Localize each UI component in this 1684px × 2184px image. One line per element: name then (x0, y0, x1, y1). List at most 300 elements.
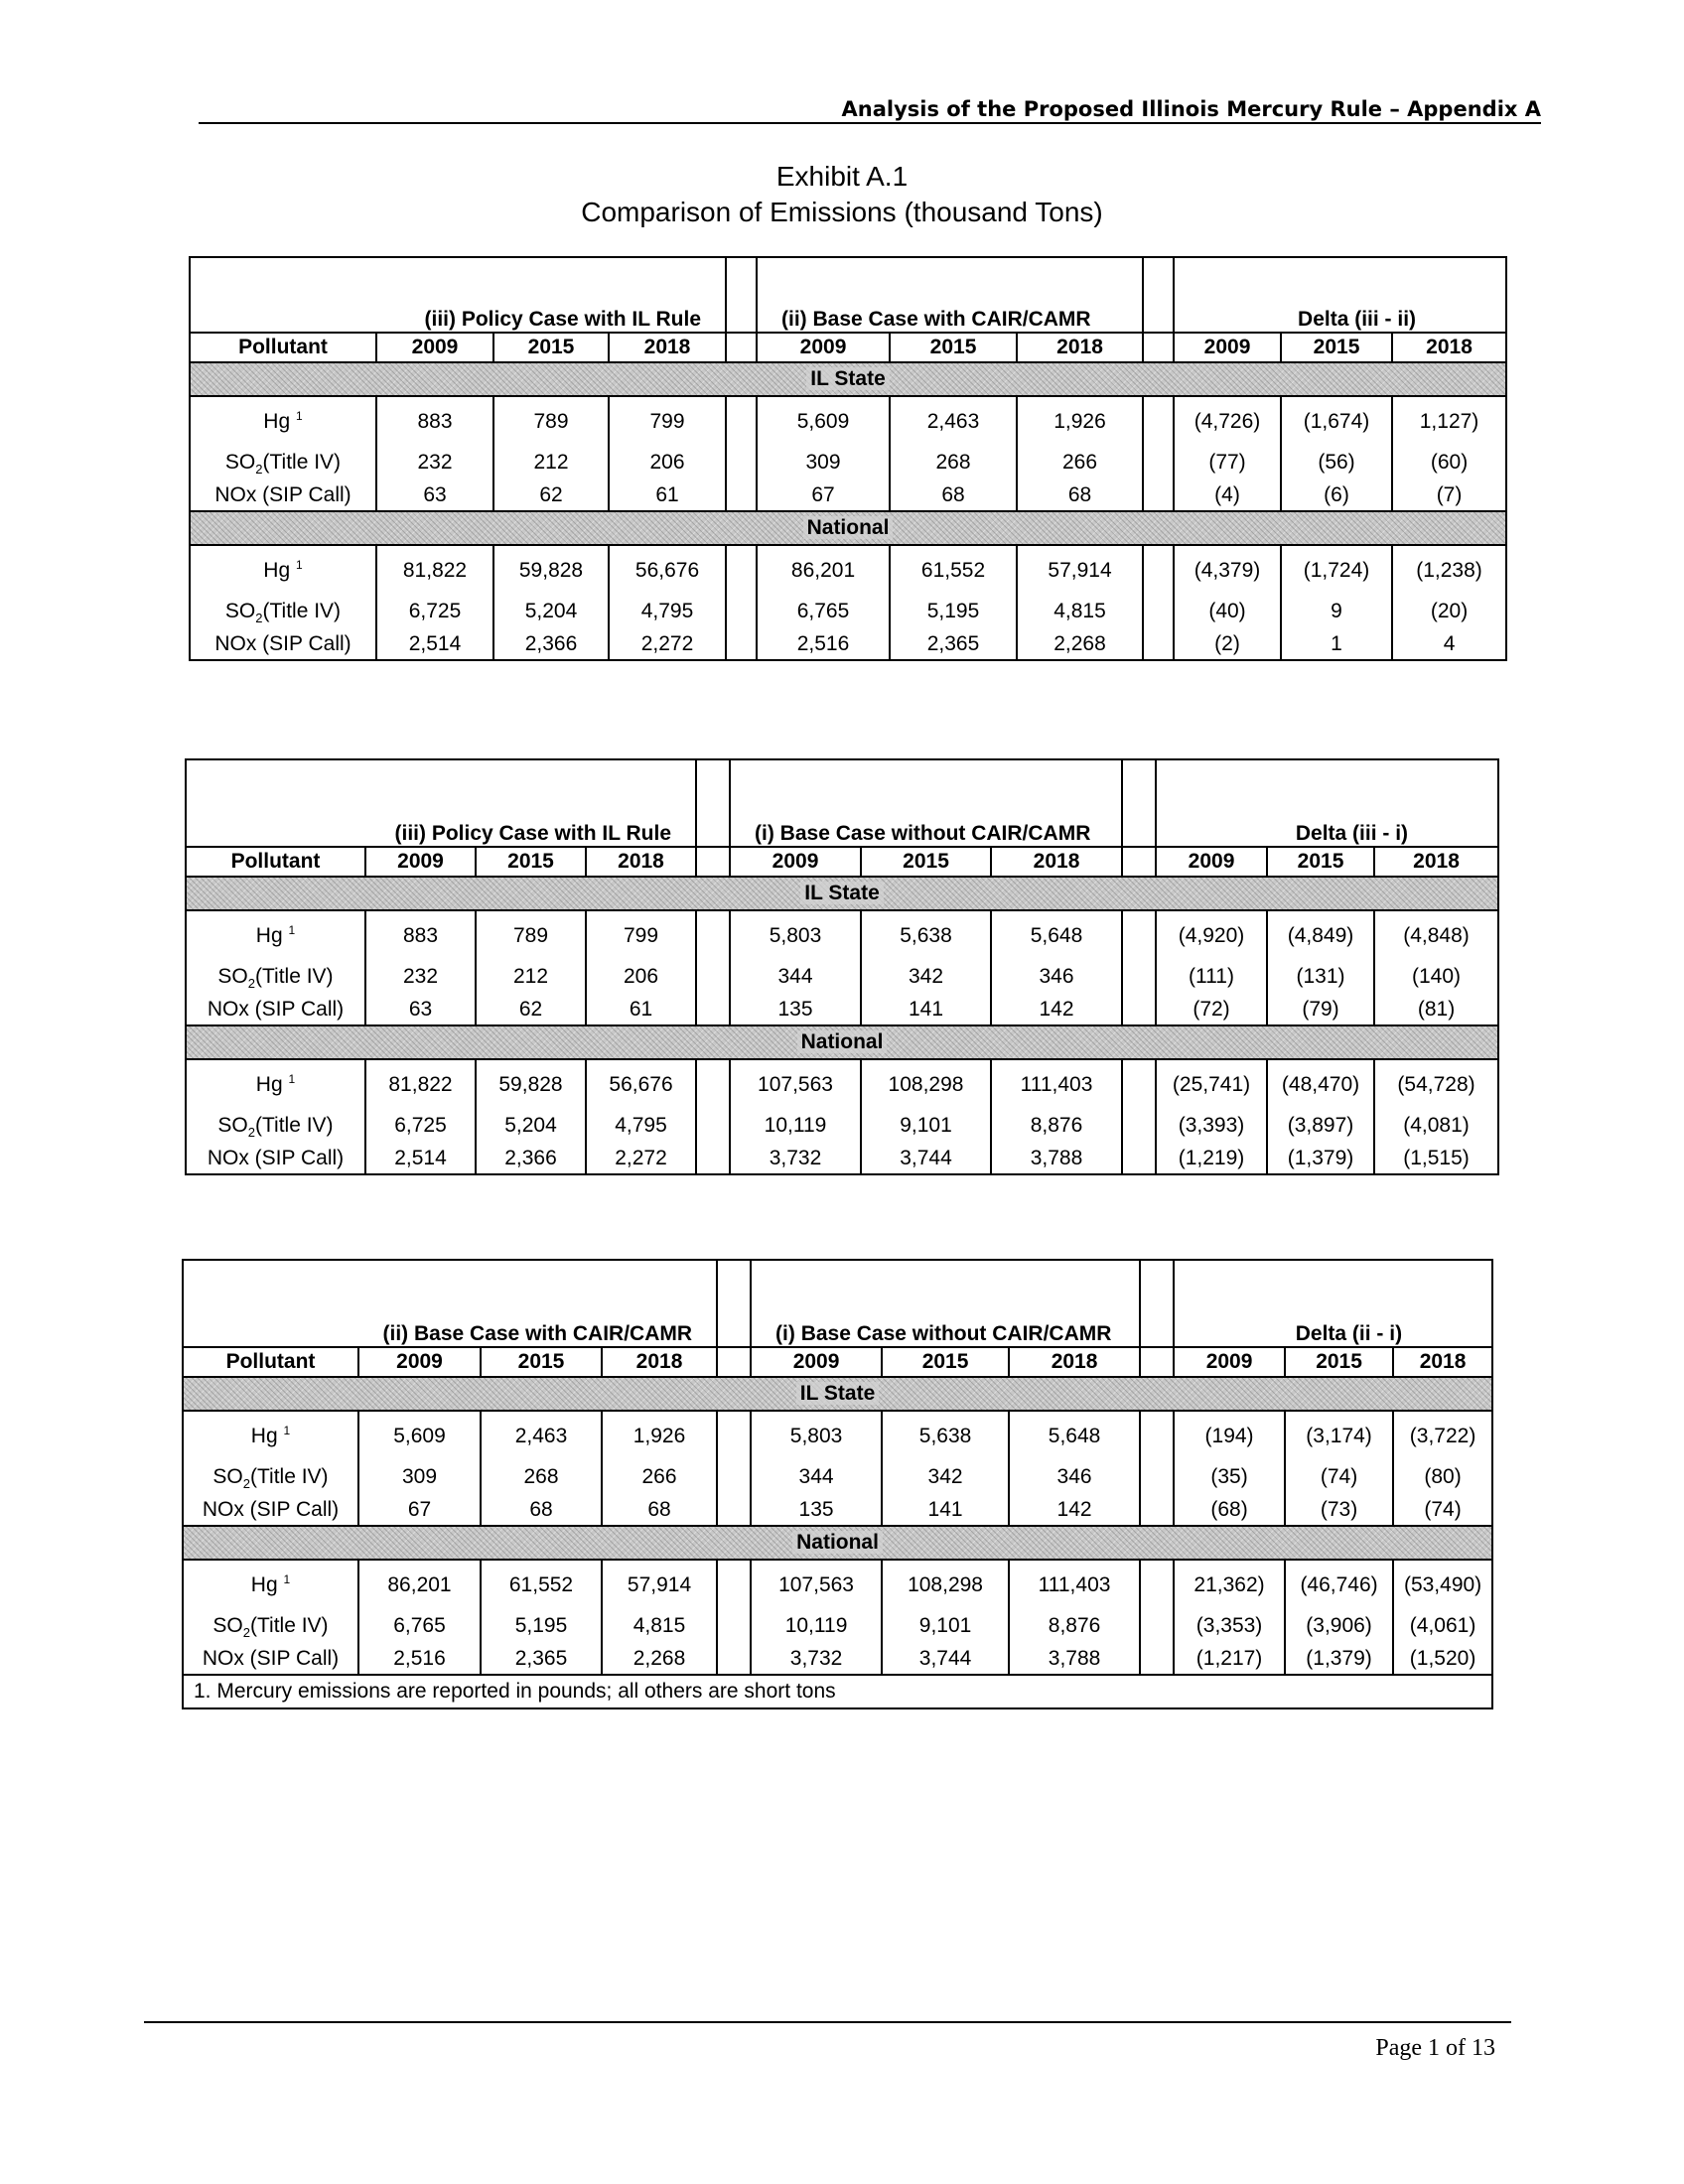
column-gap (696, 994, 730, 1025)
value-cell: (7) (1392, 479, 1506, 511)
value-cell: 57,914 (602, 1560, 717, 1609)
value-cell: (4,848) (1374, 910, 1498, 960)
group-header-left (186, 759, 696, 847)
value-cell: 5,803 (751, 1411, 882, 1460)
pollutant-name: Hg (250, 1424, 278, 1447)
group-header-row (183, 1260, 1492, 1347)
section-label: IL State (806, 367, 889, 390)
pollutant-name: Hg (255, 1072, 283, 1096)
value-cell: 2,365 (890, 628, 1017, 660)
pollutant-suffix: (Title IV) (250, 1465, 329, 1488)
year-header: 2009 (751, 1347, 882, 1377)
exhibit-title: Comparison of Emissions (thousand Tons) (581, 197, 1103, 227)
value-cell: (40) (1174, 595, 1281, 628)
value-cell: 142 (1009, 1494, 1140, 1526)
column-gap (717, 1411, 751, 1460)
column-gap (1122, 847, 1156, 877)
value-cell: 6,765 (358, 1609, 481, 1643)
pollutant-cell (190, 479, 376, 511)
value-cell: 799 (609, 396, 726, 446)
group-header-row (186, 759, 1498, 847)
value-cell: 3,732 (751, 1643, 882, 1675)
pollutant-name: SO (212, 1465, 243, 1488)
exhibit-title-block (0, 159, 1684, 230)
column-gap (1140, 1347, 1174, 1377)
table-row (186, 1143, 1498, 1174)
pollutant-cell (186, 994, 365, 1025)
value-cell: 5,648 (991, 910, 1122, 960)
footnote-marker: 1 (296, 557, 303, 572)
pollutant-cell (183, 1411, 358, 1460)
column-gap (1140, 1609, 1174, 1643)
group-header-mid (751, 1260, 1140, 1347)
value-cell: 6,725 (376, 595, 493, 628)
value-cell: 2,463 (890, 396, 1017, 446)
value-cell: 206 (609, 446, 726, 479)
pollutant-name: SO (217, 1114, 248, 1137)
group-header-left (190, 257, 726, 333)
value-cell: 5,803 (730, 910, 861, 960)
value-cell: 268 (481, 1460, 602, 1494)
footer-rule (144, 2021, 1511, 2023)
group-header-right (1174, 257, 1506, 333)
value-cell: 3,732 (730, 1143, 861, 1174)
pollutant-name: NOx (SIP Call) (214, 631, 351, 655)
table-row (190, 595, 1506, 628)
footnote: 1. Mercury emissions are reported in pounds; all others are short tons (183, 1675, 1492, 1708)
value-cell: 141 (861, 994, 991, 1025)
table-row (186, 960, 1498, 994)
section-band (183, 1526, 1492, 1560)
pollutant-cell (190, 628, 376, 660)
value-cell: (74) (1285, 1460, 1393, 1494)
column-gap (1143, 446, 1174, 479)
value-cell: (6) (1281, 479, 1392, 511)
subscript: 2 (255, 462, 263, 478)
value-cell: (1,515) (1374, 1143, 1498, 1174)
pollutant-name: SO (224, 451, 256, 474)
year-header: 2018 (991, 847, 1122, 877)
value-cell: (4,379) (1174, 545, 1281, 595)
value-cell: (1,520) (1393, 1643, 1492, 1675)
value-cell: 4,795 (609, 595, 726, 628)
header-rule (199, 122, 1541, 124)
value-cell: 3,788 (1009, 1643, 1140, 1675)
value-cell: 6,725 (365, 1109, 476, 1143)
year-header: 2018 (586, 847, 696, 877)
column-gap (1140, 1411, 1174, 1460)
value-cell: 2,366 (493, 628, 609, 660)
pollutant-name: SO (212, 1614, 243, 1637)
group-header-mid (730, 759, 1122, 847)
value-cell: 5,204 (493, 595, 609, 628)
value-cell: (3,897) (1267, 1109, 1374, 1143)
value-cell: 135 (730, 994, 861, 1025)
column-gap (1143, 257, 1174, 333)
value-cell: 232 (376, 446, 493, 479)
value-cell: 346 (1009, 1460, 1140, 1494)
table-row (183, 1643, 1492, 1675)
column-gap (1140, 1494, 1174, 1526)
pollutant-cell (183, 1643, 358, 1675)
value-cell: 62 (476, 994, 586, 1025)
value-cell: 63 (365, 994, 476, 1025)
pollutant-cell (186, 960, 365, 994)
value-cell: 3,744 (882, 1643, 1009, 1675)
footnote-marker: 1 (288, 922, 296, 937)
value-cell: 9 (1281, 595, 1392, 628)
value-cell: (4) (1174, 479, 1281, 511)
group-label: Delta (iii - ii) (1298, 308, 1417, 331)
section-band (186, 877, 1498, 910)
value-cell: (2) (1174, 628, 1281, 660)
pollutant-suffix: (Title IV) (250, 1614, 329, 1637)
column-gap (1122, 1143, 1156, 1174)
footnote-marker: 1 (283, 1571, 291, 1586)
section-label: IL State (796, 1382, 879, 1405)
value-cell: (79) (1267, 994, 1374, 1025)
year-header: 2009 (1174, 1347, 1285, 1377)
footnote-marker: 1 (283, 1423, 291, 1437)
pollutant-cell (190, 396, 376, 446)
section-band-cell (183, 1377, 1492, 1411)
pollutant-header: Pollutant (183, 1347, 358, 1377)
column-gap (717, 1347, 751, 1377)
year-header: 2018 (1374, 847, 1498, 877)
value-cell: (1,724) (1281, 545, 1392, 595)
group-label: (i) Base Case without CAIR/CAMR (755, 822, 1091, 845)
group-label: (iii) Policy Case with IL Rule (394, 822, 672, 845)
value-cell: 212 (493, 446, 609, 479)
pollutant-cell (190, 446, 376, 479)
value-cell: 4,795 (586, 1109, 696, 1143)
table-row (190, 545, 1506, 595)
emissions-table-3 (182, 1259, 1493, 1709)
column-gap (696, 960, 730, 994)
value-cell: (4,920) (1156, 910, 1267, 960)
value-cell: 107,563 (751, 1560, 882, 1609)
year-header: 2015 (1285, 1347, 1393, 1377)
pollutant-name: SO (217, 965, 248, 988)
column-gap (696, 1143, 730, 1174)
pollutant-name: Hg (255, 923, 283, 947)
year-header: 2009 (1156, 847, 1267, 877)
pollutant-name: NOx (SIP Call) (202, 1497, 340, 1521)
column-gap (726, 257, 757, 333)
value-cell: 2,516 (757, 628, 890, 660)
column-gap (726, 479, 757, 511)
value-cell: 142 (991, 994, 1122, 1025)
section-band (190, 511, 1506, 545)
value-cell: 1,926 (602, 1411, 717, 1460)
emissions-table-1 (189, 256, 1507, 661)
value-cell: (1,238) (1392, 545, 1506, 595)
value-cell: 309 (358, 1460, 481, 1494)
value-cell: 206 (586, 960, 696, 994)
subscript: 2 (255, 611, 263, 626)
pollutant-cell (190, 595, 376, 628)
value-cell: 1,926 (1017, 396, 1143, 446)
column-gap (1140, 1460, 1174, 1494)
value-cell: 212 (476, 960, 586, 994)
value-cell: (25,741) (1156, 1059, 1267, 1109)
year-header-row (190, 333, 1506, 362)
value-cell: (73) (1285, 1494, 1393, 1526)
value-cell: 68 (602, 1494, 717, 1526)
pollutant-name: SO (224, 600, 256, 622)
exhibit-label: Exhibit A.1 (775, 161, 909, 192)
value-cell: 266 (602, 1460, 717, 1494)
group-label: (ii) Base Case with CAIR/CAMR (382, 1322, 693, 1345)
column-gap (726, 595, 757, 628)
value-cell: 4 (1392, 628, 1506, 660)
column-gap (1122, 1109, 1156, 1143)
subscript: 2 (247, 976, 255, 992)
value-cell: (74) (1393, 1494, 1492, 1526)
year-header: 2018 (1009, 1347, 1140, 1377)
group-label: (iii) Policy Case with IL Rule (424, 308, 702, 331)
group-header-left (183, 1260, 717, 1347)
section-band-cell (190, 511, 1506, 545)
value-cell: (53,490) (1393, 1560, 1492, 1609)
table-row (190, 446, 1506, 479)
value-cell: 268 (890, 446, 1017, 479)
column-gap (1140, 1260, 1174, 1347)
pollutant-suffix: (Title IV) (255, 1114, 334, 1137)
value-cell: (194) (1174, 1411, 1285, 1460)
emissions-table-2 (185, 758, 1499, 1175)
value-cell: (3,722) (1393, 1411, 1492, 1460)
value-cell: 68 (890, 479, 1017, 511)
group-label: (i) Base Case without CAIR/CAMR (775, 1322, 1112, 1345)
value-cell: (3,174) (1285, 1411, 1393, 1460)
value-cell: 21,362) (1174, 1560, 1285, 1609)
group-header-mid (757, 257, 1143, 333)
table-row (186, 994, 1498, 1025)
section-band (190, 362, 1506, 396)
value-cell: 2,268 (1017, 628, 1143, 660)
footnote-marker: 1 (296, 408, 303, 423)
value-cell: 2,365 (481, 1643, 602, 1675)
year-header: 2009 (730, 847, 861, 877)
value-cell: (46,746) (1285, 1560, 1393, 1609)
value-cell: 10,119 (730, 1109, 861, 1143)
value-cell: 2,463 (481, 1411, 602, 1460)
pollutant-suffix: (Title IV) (262, 451, 342, 474)
section-band-cell (183, 1526, 1492, 1560)
column-gap (696, 910, 730, 960)
value-cell: (4,061) (1393, 1609, 1492, 1643)
value-cell: 111,403 (1009, 1560, 1140, 1609)
value-cell: 883 (365, 910, 476, 960)
value-cell: 81,822 (376, 545, 493, 595)
year-header: 2015 (882, 1347, 1009, 1377)
subscript: 2 (242, 1625, 250, 1641)
table-row (183, 1560, 1492, 1609)
value-cell: 9,101 (882, 1609, 1009, 1643)
column-gap (696, 847, 730, 877)
value-cell: 2,272 (586, 1143, 696, 1174)
value-cell: 67 (757, 479, 890, 511)
table-row (190, 396, 1506, 446)
column-gap (1143, 396, 1174, 446)
value-cell: 5,648 (1009, 1411, 1140, 1460)
value-cell: 789 (476, 910, 586, 960)
pollutant-name: Hg (263, 558, 291, 582)
section-band (183, 1377, 1492, 1411)
value-cell: 5,638 (861, 910, 991, 960)
section-label: National (803, 516, 894, 539)
pollutant-name: Hg (250, 1572, 278, 1596)
column-gap (717, 1609, 751, 1643)
value-cell: 108,298 (861, 1059, 991, 1109)
year-header: 2018 (609, 333, 726, 362)
value-cell: 56,676 (609, 545, 726, 595)
value-cell: 59,828 (493, 545, 609, 595)
value-cell: 2,514 (376, 628, 493, 660)
value-cell: 86,201 (358, 1560, 481, 1609)
value-cell: 56,676 (586, 1059, 696, 1109)
column-gap (717, 1560, 751, 1609)
value-cell: 266 (1017, 446, 1143, 479)
value-cell: (3,393) (1156, 1109, 1267, 1143)
pollutant-cell (186, 1109, 365, 1143)
year-header: 2009 (757, 333, 890, 362)
value-cell: 10,119 (751, 1609, 882, 1643)
column-gap (1122, 994, 1156, 1025)
section-label: National (792, 1531, 883, 1554)
pollutant-suffix: (Title IV) (262, 600, 342, 622)
section-band-cell (186, 877, 1498, 910)
column-gap (1140, 1560, 1174, 1609)
page-number: Page 1 of 13 (1375, 2035, 1495, 2061)
column-gap (726, 446, 757, 479)
year-header: 2018 (1017, 333, 1143, 362)
column-gap (726, 396, 757, 446)
year-header-row (186, 847, 1498, 877)
value-cell: 9,101 (861, 1109, 991, 1143)
value-cell: 135 (751, 1494, 882, 1526)
pollutant-cell (183, 1609, 358, 1643)
value-cell: 4,815 (1017, 595, 1143, 628)
year-header: 2015 (861, 847, 991, 877)
value-cell: 232 (365, 960, 476, 994)
table-row (186, 1109, 1498, 1143)
year-header: 2009 (365, 847, 476, 877)
value-cell: 2,366 (476, 1143, 586, 1174)
value-cell: 63 (376, 479, 493, 511)
column-gap (1122, 1059, 1156, 1109)
year-header-row (183, 1347, 1492, 1377)
value-cell: 86,201 (757, 545, 890, 595)
value-cell: (4,726) (1174, 396, 1281, 446)
value-cell: (1,379) (1285, 1643, 1393, 1675)
value-cell: 1,127) (1392, 396, 1506, 446)
table-row (183, 1411, 1492, 1460)
value-cell: (4,849) (1267, 910, 1374, 960)
pollutant-name: Hg (263, 409, 291, 433)
section-band-cell (190, 362, 1506, 396)
value-cell: 5,609 (358, 1411, 481, 1460)
group-label: Delta (ii - i) (1295, 1322, 1403, 1345)
column-gap (726, 628, 757, 660)
table-row (186, 910, 1498, 960)
value-cell: (72) (1156, 994, 1267, 1025)
year-header: 2015 (890, 333, 1017, 362)
column-gap (1143, 595, 1174, 628)
footnote-marker: 1 (288, 1071, 296, 1086)
value-cell: (77) (1174, 446, 1281, 479)
value-cell: 61 (586, 994, 696, 1025)
year-header: 2015 (1267, 847, 1374, 877)
year-header: 2015 (1281, 333, 1392, 362)
column-gap (726, 545, 757, 595)
column-gap (1122, 759, 1156, 847)
value-cell: (111) (1156, 960, 1267, 994)
value-cell: (48,470) (1267, 1059, 1374, 1109)
table-row (190, 628, 1506, 660)
value-cell: (68) (1174, 1494, 1285, 1526)
value-cell: (81) (1374, 994, 1498, 1025)
column-gap (696, 1109, 730, 1143)
pollutant-cell (183, 1460, 358, 1494)
column-gap (696, 759, 730, 847)
year-header: 2018 (602, 1347, 717, 1377)
value-cell: 799 (586, 910, 696, 960)
column-gap (1122, 910, 1156, 960)
running-header: Analysis of the Proposed Illinois Mercury Rule – Appendix A (841, 97, 1541, 121)
value-cell: (1,674) (1281, 396, 1392, 446)
value-cell: 107,563 (730, 1059, 861, 1109)
column-gap (1143, 628, 1174, 660)
column-gap (717, 1643, 751, 1675)
value-cell: 59,828 (476, 1059, 586, 1109)
column-gap (726, 333, 757, 362)
value-cell: 2,268 (602, 1643, 717, 1675)
year-header: 2018 (1392, 333, 1506, 362)
pollutant-cell (186, 910, 365, 960)
value-cell: 61 (609, 479, 726, 511)
value-cell: 344 (730, 960, 861, 994)
year-header: 2018 (1393, 1347, 1492, 1377)
column-gap (696, 1059, 730, 1109)
value-cell: (131) (1267, 960, 1374, 994)
value-cell: 1 (1281, 628, 1392, 660)
value-cell: (80) (1393, 1460, 1492, 1494)
pollutant-header: Pollutant (186, 847, 365, 877)
group-header-right (1174, 1260, 1492, 1347)
pollutant-cell (186, 1143, 365, 1174)
value-cell: (4,081) (1374, 1109, 1498, 1143)
value-cell: 108,298 (882, 1560, 1009, 1609)
group-label: Delta (iii - i) (1295, 822, 1409, 845)
section-band-cell (186, 1025, 1498, 1059)
value-cell: 81,822 (365, 1059, 476, 1109)
value-cell: 8,876 (991, 1109, 1122, 1143)
value-cell: 346 (991, 960, 1122, 994)
value-cell: 141 (882, 1494, 1009, 1526)
pollutant-name: NOx (SIP Call) (207, 997, 345, 1021)
group-label: (ii) Base Case with CAIR/CAMR (781, 308, 1091, 331)
footnote-row (183, 1675, 1492, 1708)
table-row (183, 1460, 1492, 1494)
value-cell: 61,552 (481, 1560, 602, 1609)
value-cell: 344 (751, 1460, 882, 1494)
value-cell: (60) (1392, 446, 1506, 479)
section-band (186, 1025, 1498, 1059)
pollutant-suffix: (Title IV) (255, 965, 334, 988)
value-cell: (20) (1392, 595, 1506, 628)
